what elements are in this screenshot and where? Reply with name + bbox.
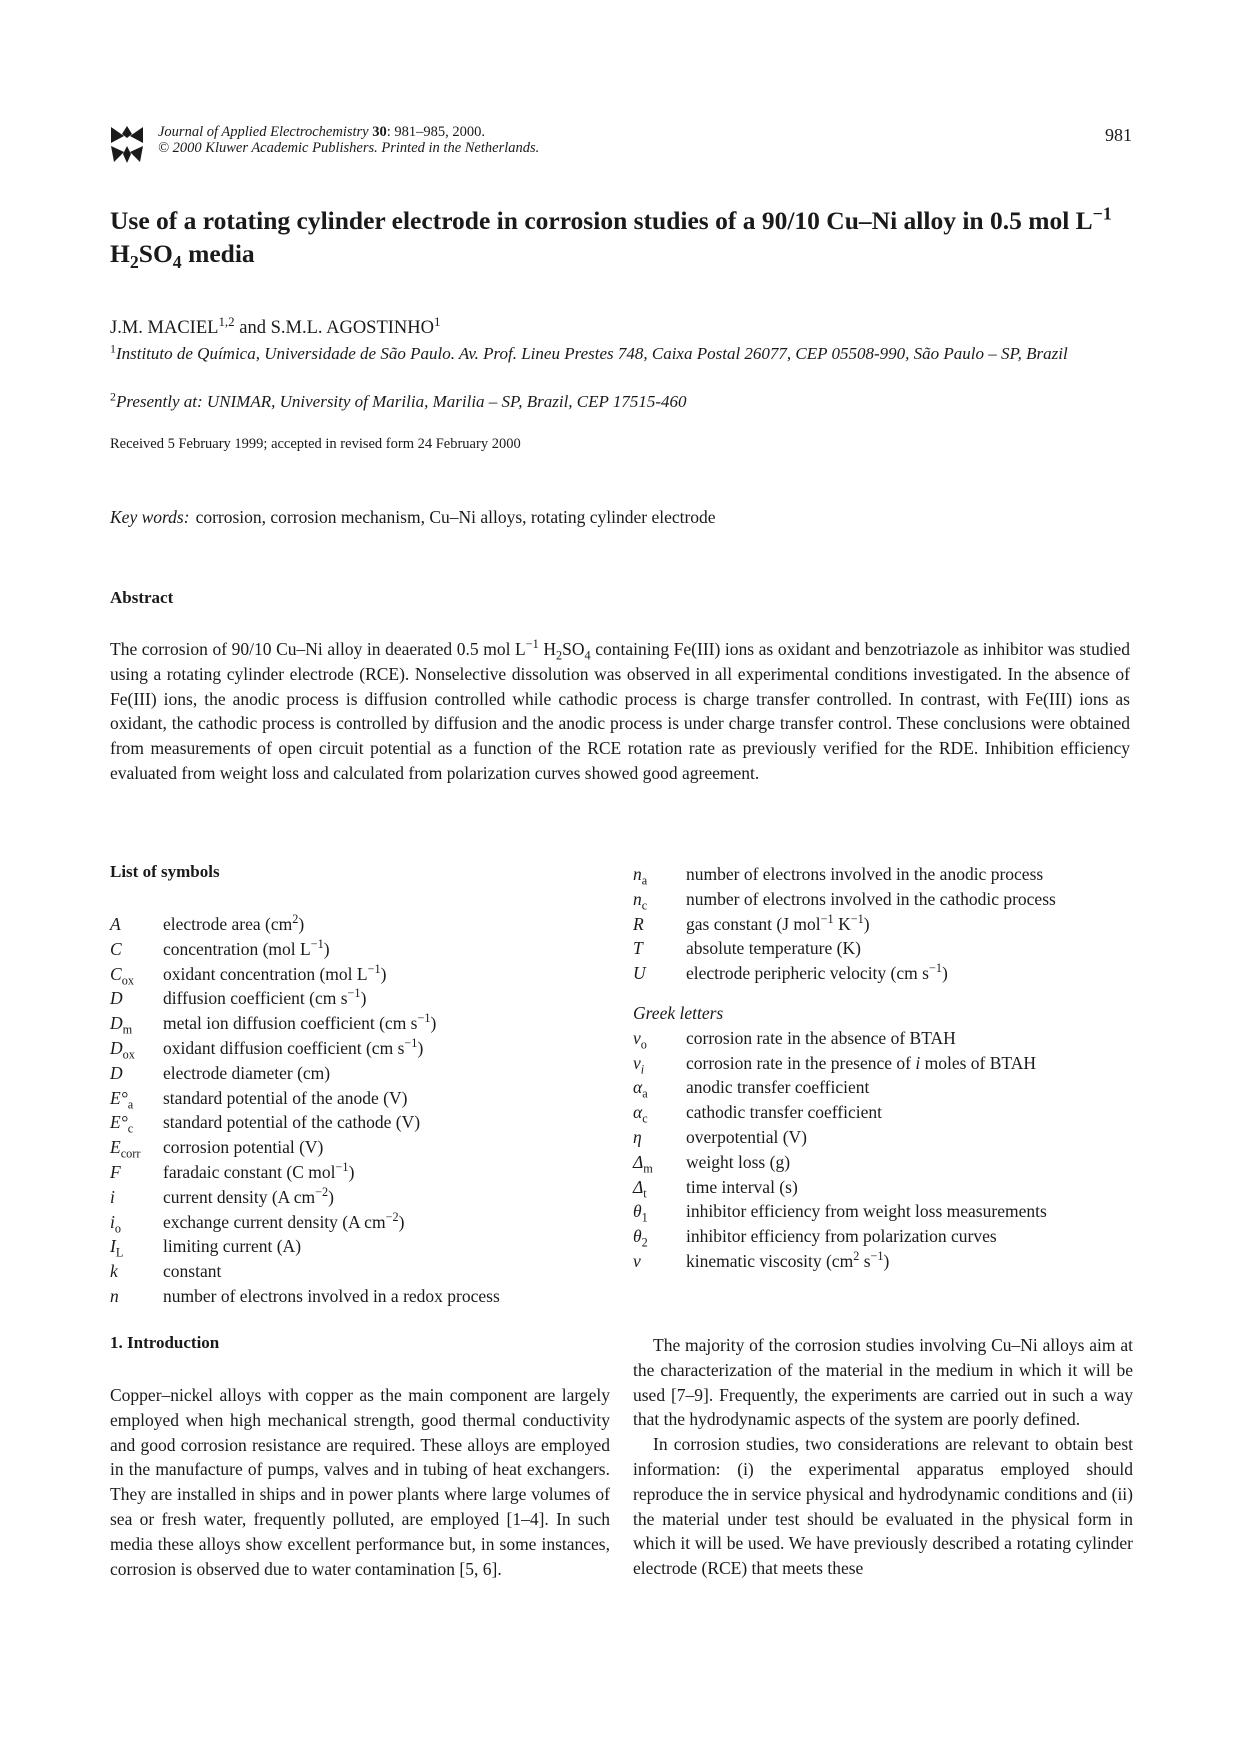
symbol-description: standard potential of the cathode (V) — [163, 1112, 421, 1133]
symbol-description: oxidant concentration (mol $L^{-1}$) — [163, 961, 387, 984]
received-dates: Received 5 February 1999; accepted in revised form 24 February 2000 — [110, 436, 521, 452]
introduction-heading: 1. Introduction — [110, 1333, 220, 1352]
symbol-row — [110, 1210, 610, 1235]
affiliation-1: $^1$Instituto de Química, Universidade de São Paulo. Av. Prof. Lineu Prestes 748, Caixa Postal 26077, CEP 05508-990, São Paulo – SP, Brazil — [110, 341, 1068, 363]
symbol-description: corrosion rate in the absence of BTAH — [686, 1027, 956, 1048]
symbol: $\alpha_a$ — [633, 1077, 648, 1101]
journal-volume: 30 — [372, 124, 387, 140]
introduction-right-text — [633, 1333, 1133, 1581]
symbol-description: oxidant diffusion coefficient (cm $s^{-1}$) — [163, 1036, 424, 1058]
symbol: $\Delta_m$ — [633, 1151, 653, 1176]
symbols-left-column — [110, 862, 610, 1309]
symbol-row — [633, 1125, 1133, 1150]
symbols-list-left — [110, 912, 610, 1309]
symbol: $C_{ox}$ — [110, 963, 134, 988]
intro-paragraph-2: In corrosion studies, two considerations are relevant to obtain best information: (i) the experimental apparatus employed should reproduce the in service physical and hydrodynamic conditions and (ii) the material under test should be evaluated in the physical form in which it will be used. We have previously described a rotating cylinder electrode (RCE) that meets these — [633, 1434, 1133, 1579]
symbol-description: constant — [163, 1261, 222, 1282]
symbol-row — [633, 912, 1133, 937]
symbol: $\Delta_t$ — [633, 1176, 647, 1201]
symbol-description: kinematic viscosity ($cm^2$ $s^{-1}$) — [686, 1249, 890, 1271]
symbol: $i_o$ — [110, 1211, 121, 1236]
symbol: $n_c$ — [633, 888, 648, 913]
symbol-row — [633, 1026, 1133, 1051]
symbol: $E^\circ_c$ — [110, 1112, 134, 1136]
article-title: Use of a rotating cylinder electrode in corrosion studies of a 90/10 Cu–Ni alloy in 0.5 mol $L^{-1}$ $H_2SO_4$ media — [110, 203, 1112, 273]
journal-citation — [158, 124, 539, 156]
symbol: $D_m$ — [110, 1013, 133, 1037]
symbol-description: inhibitor efficiency from weight loss measurements — [686, 1201, 1047, 1222]
symbol-description: current density (A $cm^{-2}$) — [163, 1184, 334, 1207]
symbol-row — [110, 1135, 610, 1160]
keywords — [110, 507, 716, 528]
symbol: v — [633, 1250, 641, 1271]
publisher-logo-icon — [108, 124, 146, 164]
symbol-description: electrode area $(cm^2)$ — [163, 912, 305, 934]
symbol-description: inhibitor efficiency from polarization curves — [686, 1226, 997, 1247]
symbol: C — [110, 938, 122, 959]
symbol-row — [110, 1160, 610, 1185]
greek-symbols-list — [633, 1026, 1133, 1274]
symbol-description: exchange current density (A $cm^{-2}$) — [163, 1209, 405, 1232]
symbol-description: diffusion coefficient (cm $s^{-1}$) — [163, 986, 367, 1009]
symbol-description: gas constant (J mol$^{-1}$ $K^{-1}$) — [686, 911, 870, 934]
symbol-description: corrosion rate in the presence of i moles of BTAH — [686, 1052, 1036, 1073]
abstract-text: The corrosion of 90/10 Cu–Ni alloy in deaerated 0.5 mol $L^{-1}$ $H_2SO_4$ containing Fe(III) ions as oxidant and benzotriazole as inhibitor was studied using a rotating cylinder electrode (RCE). Nonselective dissolution was observed in all experimental conditions investigated. In the absence of Fe(III) ions, the anodic process is diffusion controlled while cathodic process is charge transfer controlled. In contrast, with Fe(III) ions as oxidant, the cathodic process is controlled by diffusion and the anodic process is under charge transfer control. These conclusions were obtained from measurements of open circuit potential as a function of the RCE rotation rate as previously verified for the RDE. Inhibition efficiency evaluated from weight loss and calculated from polarization curves showed good agreement. — [110, 637, 1130, 783]
symbol-description: cathodic transfer coefficient — [686, 1102, 882, 1123]
symbol-description: faradaic constant (C mol$^{-1}$) — [163, 1160, 355, 1182]
symbol-row — [110, 912, 610, 937]
symbol-row — [633, 887, 1133, 912]
symbol-row — [110, 1284, 610, 1309]
keywords-label: Key words: — [110, 507, 190, 527]
symbol: $v_i$ — [633, 1052, 645, 1077]
symbol-description: corrosion potential (V) — [163, 1137, 324, 1158]
symbol: T — [633, 938, 643, 959]
page-number: 981 — [1105, 125, 1132, 145]
journal-pages: : 981–985, 2000. — [386, 124, 486, 140]
symbol: i — [110, 1186, 115, 1207]
symbol: $E_{corr}$ — [110, 1137, 141, 1161]
symbol-row — [633, 1224, 1133, 1249]
symbol-row — [110, 1185, 610, 1210]
symbol: $D_{ox}$ — [110, 1037, 135, 1062]
symbol-row — [110, 962, 610, 987]
symbol: $\theta_1$ — [633, 1201, 648, 1225]
symbol: $I_L$ — [110, 1236, 124, 1260]
symbol: k — [110, 1261, 118, 1282]
symbol: $\alpha_c$ — [633, 1102, 648, 1126]
greek-letters-heading: Greek letters — [633, 1002, 724, 1023]
symbol-row — [110, 1234, 610, 1259]
symbol-description: limiting current (A) — [163, 1236, 302, 1257]
symbol-row — [633, 1175, 1133, 1200]
symbol: F — [110, 1161, 121, 1182]
symbol-row — [633, 1100, 1133, 1125]
symbol: $n_a$ — [633, 864, 648, 888]
symbol-description: number of electrons involved in a redox process — [163, 1285, 500, 1306]
symbol-row — [110, 1061, 610, 1086]
introduction-left-text: Copper–nickel alloys with copper as the main component are largely employed when high mechanical strength, good thermal conductivity and good corrosion resistance are required. These alloys are employed in the manufacture of pumps, valves and in tubing of heat exchangers. They are installed in ships and in power plants where large volumes of sea or fresh water, frequently polluted, are employed [1–4]. In such media these alloys show excellent performance but, in some instances, corrosion is observed due to water contamination [5, 6]. — [110, 1385, 610, 1579]
symbol-row — [110, 1036, 610, 1061]
symbol-description: standard potential of the anode (V) — [163, 1087, 408, 1108]
symbol-row — [110, 1086, 610, 1111]
symbol: $v_o$ — [633, 1027, 647, 1052]
journal-header — [108, 124, 1132, 164]
keywords-text: corrosion, corrosion mechanism, Cu–Ni alloys, rotating cylinder electrode — [195, 507, 716, 527]
symbol-row — [110, 937, 610, 962]
symbol-row — [633, 1051, 1133, 1076]
author-list: J.M. MACIEL$^{1,2}$ and S.M.L. AGOSTINHO$^1$ — [110, 313, 441, 338]
intro-paragraph-1: The majority of the corrosion studies involving Cu–Ni alloys aim at the characterization of the material in the medium in which it will be used [7–9]. Frequently, the experiments are carried out in such a way that the hydrodynamic aspects of the system are poorly defined. — [633, 1335, 1133, 1430]
symbol: A — [110, 914, 121, 934]
symbols-heading: List of symbols — [110, 862, 220, 881]
symbol-row — [110, 1259, 610, 1284]
affiliation-2: $^2$Presently at: UNIMAR, University of Marilia, Marilia – SP, Brazil, CEP 17515-460 — [110, 389, 687, 411]
symbol-row — [633, 1199, 1133, 1224]
symbol-row — [633, 936, 1133, 961]
symbol-description: time interval (s) — [686, 1176, 798, 1197]
symbol-description: weight loss (g) — [686, 1151, 791, 1172]
symbol-description: concentration (mol $L^{-1}$) — [163, 936, 330, 959]
symbols-right-column — [633, 862, 1133, 1274]
symbols-list-right — [633, 862, 1133, 986]
symbol-row — [633, 862, 1133, 887]
symbol-row — [633, 1150, 1133, 1175]
symbol-description: number of electrons involved in the anodic process — [686, 864, 1044, 884]
symbol: D — [110, 1062, 123, 1083]
symbol-description: overpotential (V) — [686, 1126, 807, 1147]
abstract-heading: Abstract — [110, 588, 174, 607]
symbol: $E^\circ_a$ — [110, 1087, 134, 1112]
symbol-description: metal ion diffusion coefficient (cm $s^{-1}$) — [163, 1011, 437, 1034]
symbol-row — [110, 1011, 610, 1036]
symbol-row — [633, 961, 1133, 986]
symbol: U — [633, 963, 646, 984]
symbol-row — [633, 1075, 1133, 1100]
symbol-description: electrode peripheric velocity (cm $s^{-1}$) — [686, 961, 948, 984]
symbol-description: number of electrons involved in the cathodic process — [686, 888, 1056, 909]
symbol-row — [110, 986, 610, 1011]
symbol-description: anodic transfer coefficient — [686, 1077, 870, 1098]
symbol: R — [633, 913, 644, 934]
copyright-line: © 2000 Kluwer Academic Publishers. Printed in the Netherlands. — [158, 140, 540, 156]
symbol-row — [633, 1249, 1133, 1274]
symbol: D — [110, 988, 123, 1009]
symbol: η — [633, 1126, 642, 1147]
symbol-description: electrode diameter (cm) — [163, 1062, 331, 1083]
symbol: $\theta_2$ — [633, 1226, 648, 1250]
symbol: n — [110, 1285, 119, 1306]
symbol-row — [110, 1110, 610, 1135]
symbol-description: absolute temperature (K) — [686, 938, 861, 959]
journal-title: Journal of Applied Electrochemistry — [158, 124, 369, 140]
